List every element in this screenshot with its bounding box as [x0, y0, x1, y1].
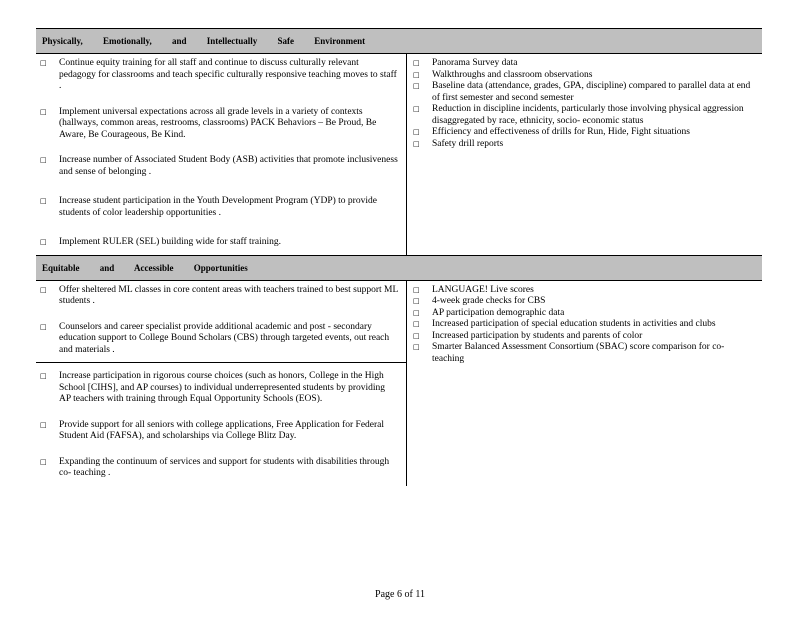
measure-item: □ AP participation demographic data [413, 307, 565, 318]
section-body-safe-environment [36, 54, 762, 256]
strategy-item: □ Increase student participation in the Youth Development Program (YDP) to provide students of color leadership opportunities . [40, 196, 377, 218]
strategy-item: □ Increase number of Associated Student Body (ASB) activities that promote inclusiveness and sense of belonging . [40, 155, 398, 177]
strategy-item: □ Provide support for all seniors with college applications, Free Application for Federal Student Aid (FAFSA), and scholarships via College Blitz Day. [40, 419, 385, 441]
section-title: Equitable and Accessible Opportunities [42, 262, 248, 273]
strategy-item: □ Increase participation in rigorous course choices (such as honors, College in the High School [CIHS], and AP courses) to individual underrepresented students by providing AP teachers with training through Equal Opportunity Schools (EOS). [40, 371, 386, 404]
checkbox-bullet-icon: □ [40, 197, 47, 205]
checkbox-bullet-icon: □ [40, 457, 47, 466]
measures-column [407, 281, 762, 486]
checkbox-bullet-icon: □ [413, 139, 420, 148]
measure-item: □ Smarter Balanced Assessment Consortium (SBAC) score comparison for co- teaching [413, 342, 725, 364]
checkbox-bullet-icon: □ [40, 238, 47, 246]
strategy-item: □ Expanding the continuum of services and support for students with disabilities through co- teaching . [40, 456, 390, 478]
strategy-item: □ Implement RULER (SEL) building wide for staff training. [40, 237, 281, 247]
checkbox-bullet-icon: □ [40, 59, 47, 67]
measures-column [407, 54, 762, 255]
section-header-equitable-opportunities [36, 256, 762, 281]
strategy-item: □ Continue equity training for all staff and continue to discuss culturally relevant pedagogy for classrooms and teach specific culturally responsive teaching moves to staff . [40, 58, 397, 91]
measure-item: □ Baseline data (attendance, grades, GPA, discipline) compared to parallel data at end of first semester and second semester [413, 81, 751, 103]
checkbox-bullet-icon: □ [413, 128, 420, 136]
strategies-column [36, 54, 407, 255]
page-number: Page 6 of 11 [375, 589, 425, 600]
measure-item: □ Walkthroughs and classroom observations [413, 69, 593, 80]
checkbox-bullet-icon: □ [40, 420, 47, 429]
measure-item: □ Increased participation by students and parents of color [413, 330, 643, 341]
checkbox-bullet-icon: □ [40, 156, 47, 164]
checkbox-bullet-icon: □ [413, 297, 420, 305]
checkbox-bullet-icon: □ [413, 343, 420, 351]
strategy-item: □ Implement universal expectations across all grade levels in a variety of contexts (hallways, common areas, restrooms, classrooms) PACK Behaviors – Be Proud, Be Aware, Be Courageous, Be Kind. [40, 106, 377, 140]
measure-item: □ LANGUAGE! Live scores [413, 284, 534, 295]
row-divider [36, 362, 406, 363]
strategy-item: □ Offer sheltered ML classes in core content areas with teachers trained to best support ML students . [40, 284, 398, 306]
checkbox-bullet-icon: □ [413, 70, 420, 79]
section-body-equitable-opportunities [36, 281, 762, 486]
checkbox-bullet-icon: □ [40, 372, 47, 380]
checkbox-bullet-icon: □ [413, 331, 420, 340]
measure-item: □ Reduction in discipline incidents, particularly those involving physical aggression disaggregated by race, ethnicity, socio- economic status [413, 104, 744, 126]
checkbox-bullet-icon: □ [413, 82, 420, 90]
checkbox-bullet-icon: □ [413, 105, 420, 113]
strategies-column [36, 281, 407, 486]
section-title: Physically, Emotionally, and Intellectually Safe Environment [42, 36, 366, 46]
checkbox-bullet-icon: □ [413, 59, 420, 67]
checkbox-bullet-icon: □ [413, 308, 420, 317]
section-header-safe-environment [36, 28, 762, 54]
strategy-item: □ Counselors and career specialist provide additional academic and post - secondary education support to College Bound Scholars (CBS) through targeted events, out reach and materials . [40, 321, 390, 355]
plan-table [36, 28, 762, 486]
checkbox-bullet-icon: □ [413, 320, 420, 328]
checkbox-bullet-icon: □ [40, 322, 47, 331]
checkbox-bullet-icon: □ [40, 107, 47, 116]
checkbox-bullet-icon: □ [40, 285, 47, 294]
measure-item: □ Panorama Survey data [413, 58, 518, 68]
measure-item: □ Increased participation of special education students in activities and clubs [413, 319, 716, 329]
checkbox-bullet-icon: □ [413, 285, 420, 294]
measure-item: □ 4-week grade checks for CBS [413, 296, 546, 306]
measure-item: □ Efficiency and effectiveness of drills for Run, Hide, Fight situations [413, 127, 690, 137]
measure-item: □ Safety drill reports [413, 138, 504, 149]
